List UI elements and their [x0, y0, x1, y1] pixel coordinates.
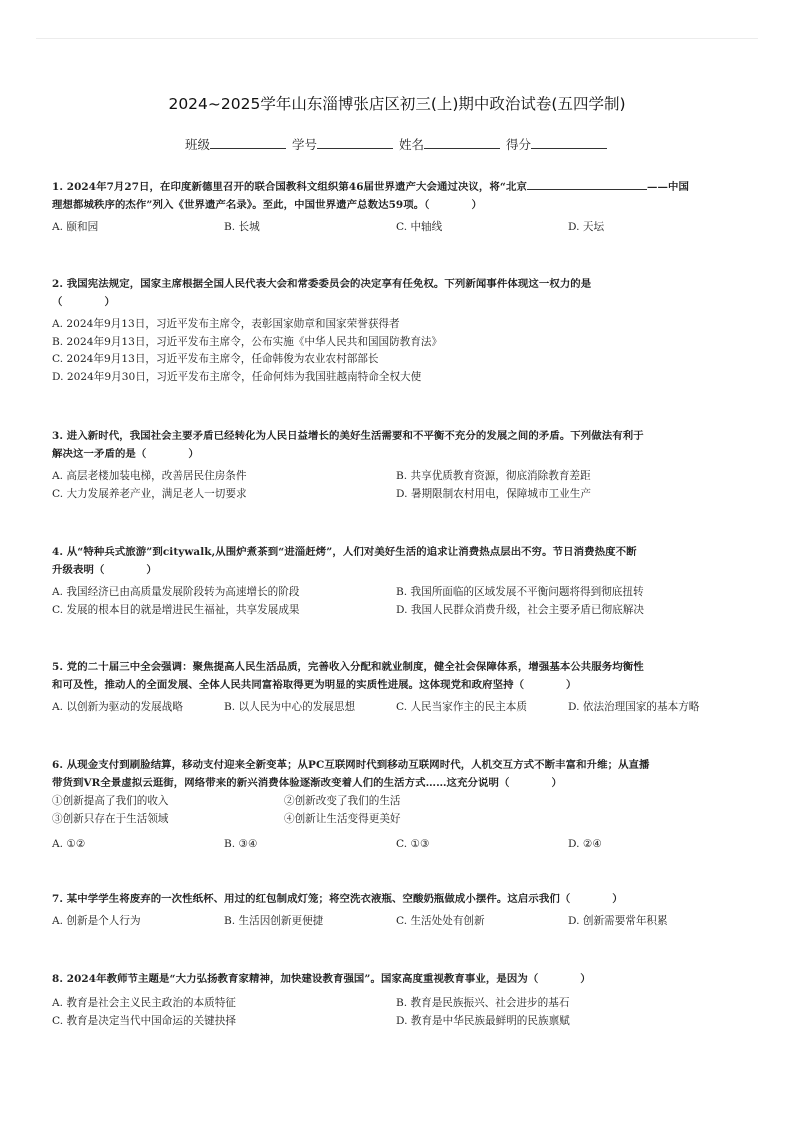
statements	[52, 792, 742, 828]
question-stem: 2. 我国宪法规定，国家主席根据全国人民代表大会和常委委员会的决定享有任免权。下列新闻事件体现这一权力的是 （ ）	[52, 278, 592, 308]
option-c[interactable]: C. 人民当家作主的民主本质	[396, 701, 527, 713]
option-c[interactable]: C. 生活处处有创新	[396, 915, 485, 927]
option-d[interactable]: D. 暑期限制农村用电，保障城市工业生产	[396, 487, 591, 500]
option-b[interactable]: B. 2024年9月13日，习近平发布主席令，公布实施《中华人民共和国国防教育法》	[52, 335, 443, 348]
question-stem: 3. 进入新时代，我国社会主要矛盾已经转化为人民日益增长的美好生活需要和不平衡不充分的发展之间的矛盾。下列做法有利于 解决这一矛盾的是（ ）	[52, 430, 644, 460]
option-a[interactable]: A. 我国经济已由高质量发展阶段转为高速增长的阶段	[52, 586, 300, 598]
options	[52, 836, 742, 854]
option-d[interactable]: D. 创新需要常年积累	[568, 915, 668, 927]
page-title: 2024~2025学年山东淄博张店区初三(上)期中政治试卷(五四学制)	[168, 95, 626, 113]
statement-3: ③创新只存在于生活领域	[52, 813, 169, 825]
options	[52, 316, 742, 386]
option-d[interactable]: D. 2024年9月30日，习近平发布主席令，任命何炜为我国驻越南特命全权大使	[52, 370, 422, 383]
student-id-field[interactable]: 学号	[292, 135, 395, 153]
option-b[interactable]: B. 以人民为中心的发展思想	[224, 701, 356, 713]
option-b[interactable]: B. ③④	[224, 838, 258, 850]
options	[52, 995, 742, 1030]
option-a[interactable]: A. ①②	[52, 838, 86, 850]
options	[52, 468, 742, 503]
option-b[interactable]: B. 共享优质教育资源，彻底消除教育差距	[396, 470, 591, 482]
statement-1: ①创新提高了我们的收入	[52, 795, 169, 807]
class-field[interactable]: 班级	[185, 135, 288, 153]
option-c[interactable]: C. 教育是决定当代中国命运的关键抉择	[52, 1014, 236, 1027]
question-stem: 4. 从“特种兵式旅游”到citywalk,从围炉煮茶到“进淄赶烤”，人们对美好生活的追求让消费热点层出不穷。节日消费热度不断 升级表明（ ）	[52, 546, 637, 576]
option-a[interactable]: A. 创新是个人行为	[52, 915, 141, 927]
question-5	[52, 658, 742, 717]
info-line	[0, 135, 794, 153]
statement-2: ②创新改变了我们的生活	[284, 795, 401, 807]
answer-blank[interactable]	[527, 179, 647, 190]
options	[52, 699, 742, 717]
question-stem: 7. 某中学学生将废弃的一次性纸杯、用过的红包制成灯笼；将空洗衣液瓶、空酸奶瓶做成小摆件。这启示我们（ ）	[52, 893, 623, 905]
score-field[interactable]: 得分	[506, 135, 609, 153]
question-4	[52, 543, 742, 619]
options	[52, 219, 742, 237]
option-d[interactable]: D. 依法治理国家的基本方略	[568, 701, 700, 713]
question-6	[52, 756, 742, 854]
question-stem: 8. 2024年教师节主题是“大力弘扬教育家精神，加快建设教育强国”。国家高度重视教育事业，是因为（ ）	[52, 973, 591, 985]
option-a[interactable]: A. 颐和园	[52, 221, 99, 233]
question-stem: 5. 党的二十届三中全会强调：聚焦提高人民生活品质，完善收入分配和就业制度，健全社会保障体系，增强基本公共服务均衡性 和可及性，推动人的全面发展、全体人民共同富裕取得更为明显的实质性进展。这体现党和政府坚持（ ）	[52, 661, 644, 691]
option-b[interactable]: B. 生活因创新更便捷	[224, 915, 324, 927]
question-8	[52, 970, 742, 1030]
options	[52, 584, 742, 619]
statement-4: ④创新让生活变得更美好	[284, 813, 401, 825]
option-c[interactable]: C. ①③	[396, 838, 430, 850]
option-c[interactable]: C. 2024年9月13日，习近平发布主席令，任命韩俊为农业农村部部长	[52, 353, 379, 365]
option-c[interactable]: C. 发展的根本目的就是增进民生福祉，共享发展成果	[52, 603, 300, 616]
question-7	[52, 890, 742, 931]
option-b[interactable]: B. 长城	[224, 221, 260, 233]
option-a[interactable]: A. 高层老楼加装电梯，改善居民住房条件	[52, 470, 247, 482]
option-d[interactable]: D. 我国人民群众消费升级，社会主要矛盾已彻底解决	[396, 603, 644, 616]
option-b[interactable]: B. 我国所面临的区域发展不平衡问题将得到彻底扭转	[396, 586, 644, 598]
question-3	[52, 427, 742, 503]
option-d[interactable]: D. 教育是中华民族最鲜明的民族禀赋	[396, 1014, 570, 1027]
question-1	[52, 178, 742, 237]
question-2	[52, 275, 742, 386]
option-c[interactable]: C. 大力发展养老产业，满足老人一切要求	[52, 487, 247, 500]
option-c[interactable]: C. 中轴线	[396, 221, 443, 233]
option-d[interactable]: D. 天坛	[568, 221, 605, 233]
question-stem: 1. 2024年7月27日，在印度新德里召开的联合国教科文组织第46届世界遗产大会通过决议，将“北京 ——中国 理想都城秩序的杰作”列入《世界遗产名录》。至此，中国世界遗产总数达59项。（ ）	[52, 181, 689, 211]
option-d[interactable]: D. ②④	[568, 838, 602, 850]
option-a[interactable]: A. 2024年9月13日，习近平发布主席令，表彰国家勋章和国家荣誉获得者	[52, 318, 400, 330]
question-stem: 6. 从现金支付到刷脸结算，移动支付迎来全新变革；从PC互联网时代到移动互联网时代，人机交互方式不断丰富和升维；从直播 带货到VR全景虚拟云逛街，网络带来的新兴消费体验逐渐改变着人们的生活方式……这充分说明（ ）	[52, 759, 650, 789]
header-rule	[36, 38, 758, 39]
option-a[interactable]: A. 以创新为驱动的发展战略	[52, 701, 183, 713]
name-field[interactable]: 姓名	[399, 135, 502, 153]
options	[52, 913, 742, 931]
option-a[interactable]: A. 教育是社会主义民主政治的本质特征	[52, 997, 236, 1009]
option-b[interactable]: B. 教育是民族振兴、社会进步的基石	[396, 997, 570, 1009]
